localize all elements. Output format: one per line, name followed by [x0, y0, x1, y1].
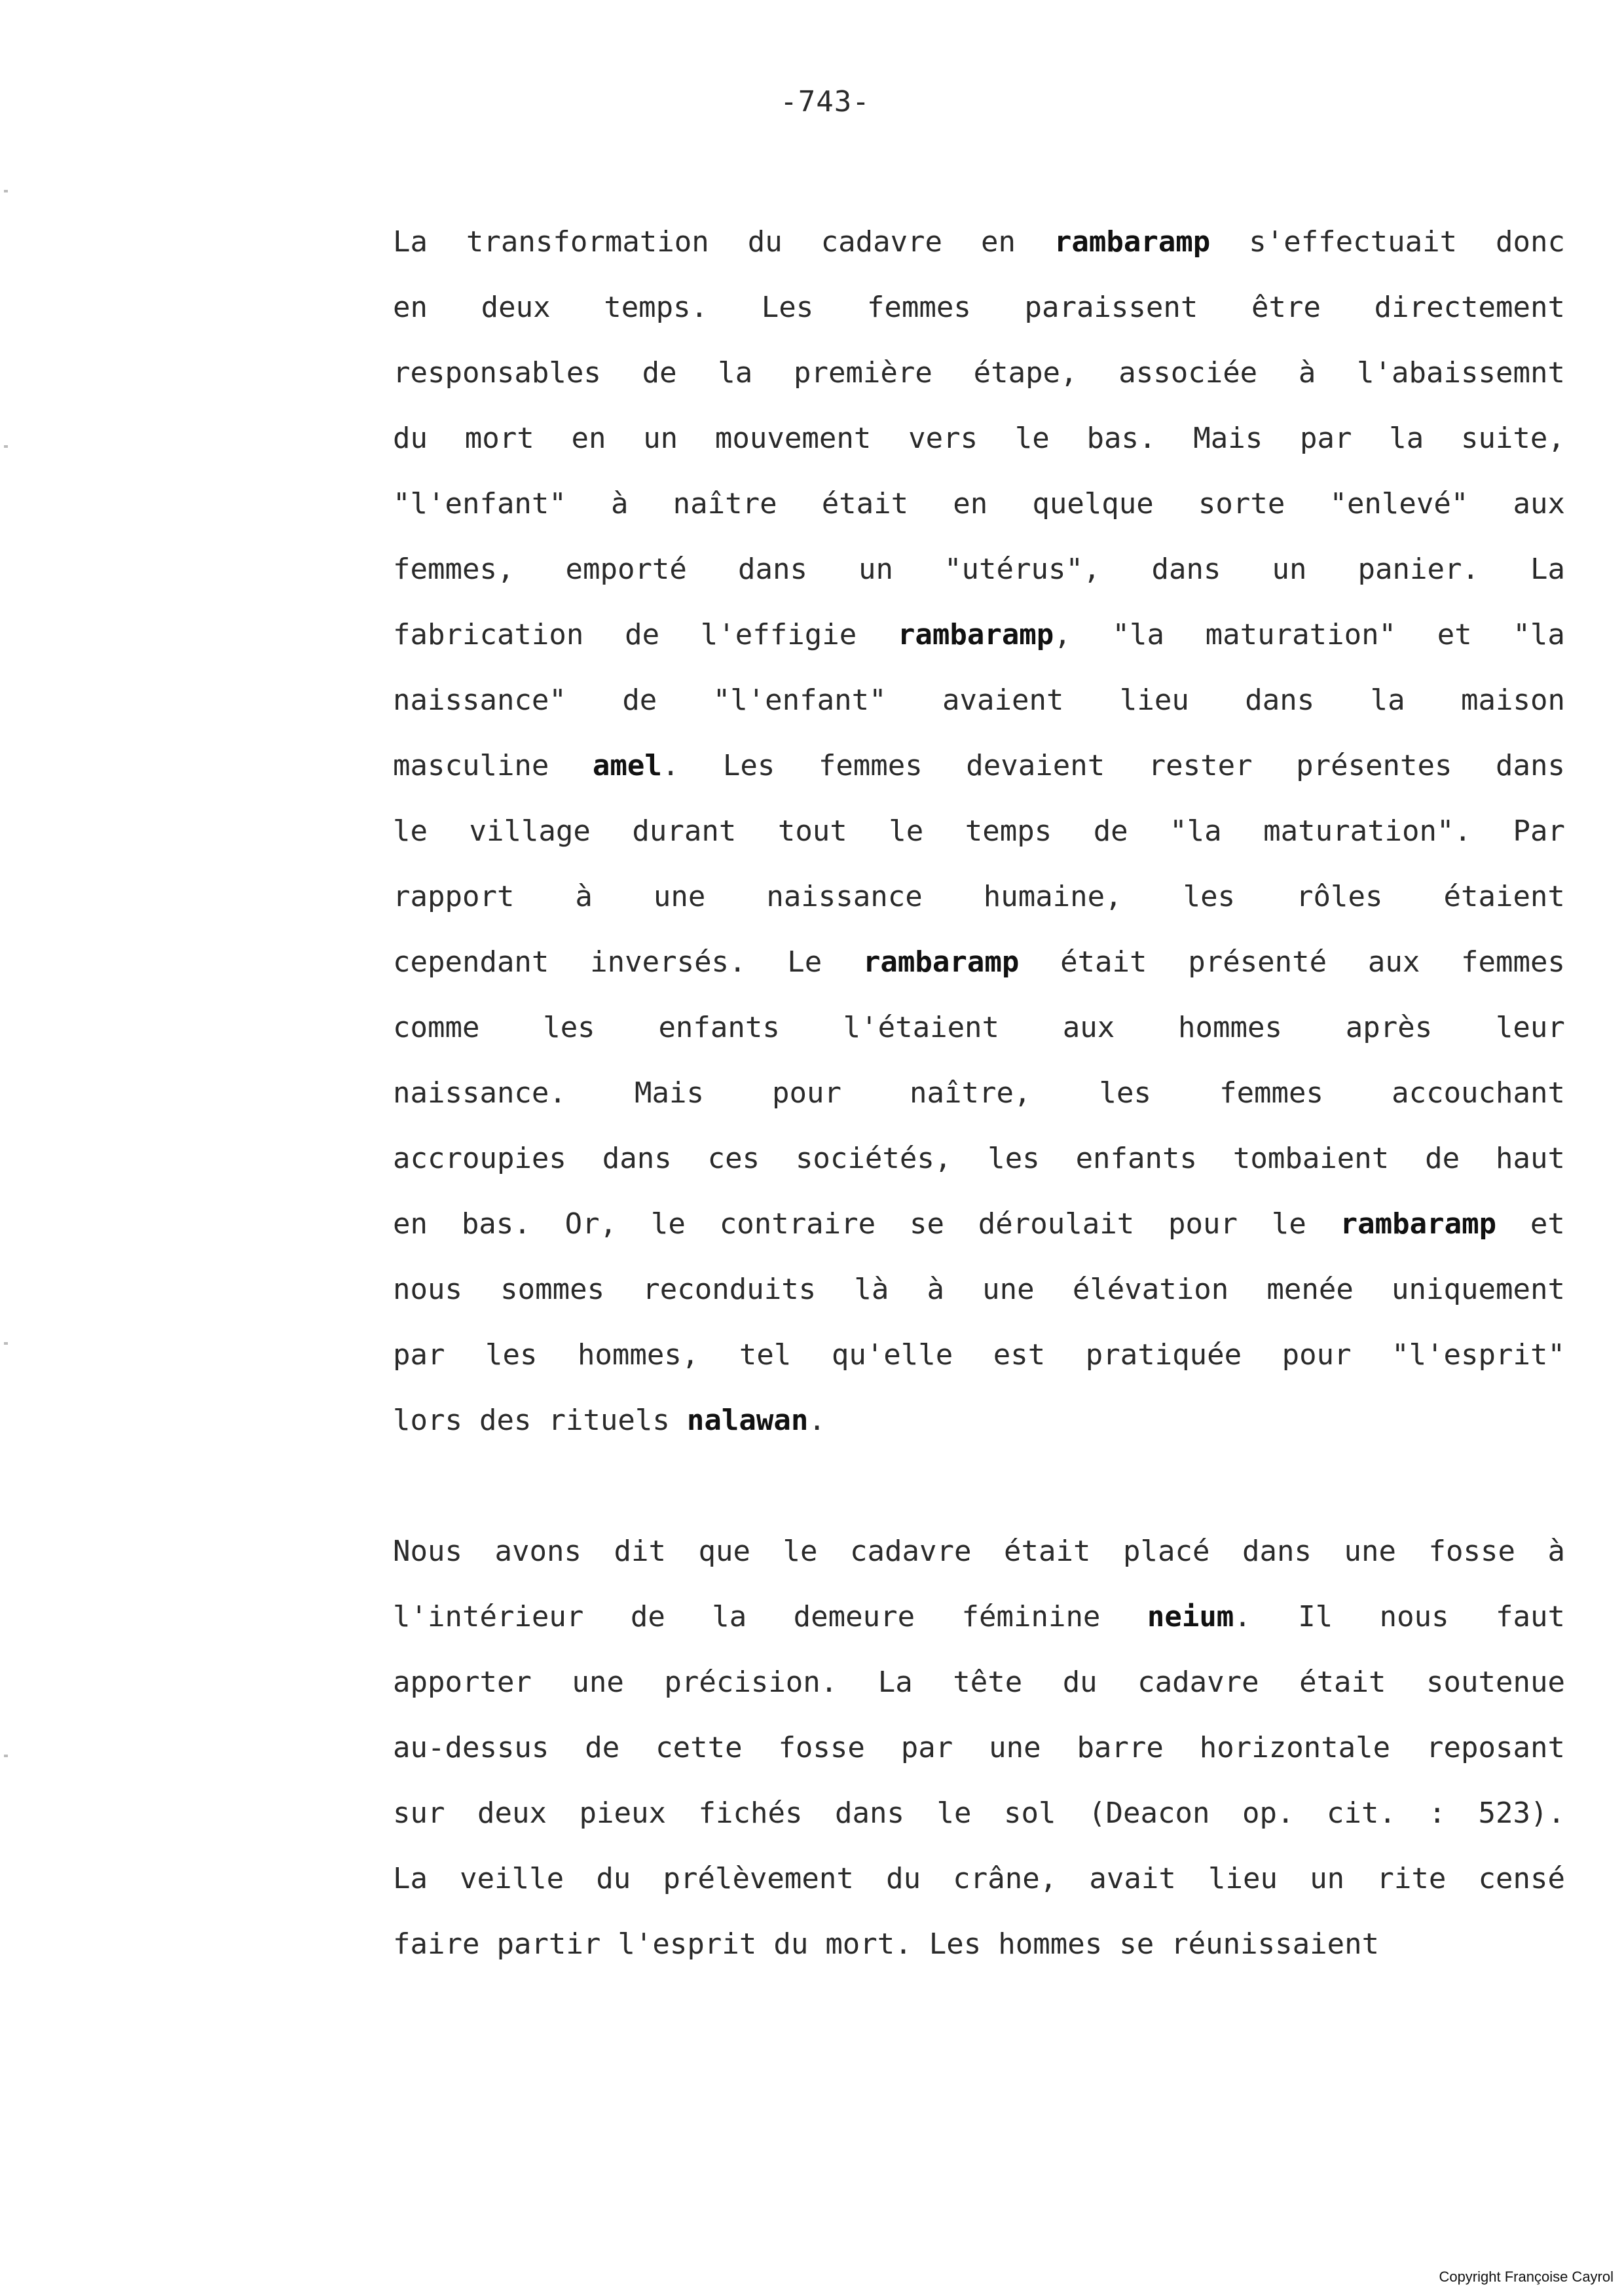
text-line — [393, 210, 1565, 275]
word: avaient — [942, 683, 1064, 717]
word: durant — [632, 814, 737, 848]
word: dans — [1245, 683, 1315, 717]
word: neium. — [1147, 1600, 1251, 1633]
word: dans — [1151, 553, 1221, 586]
word: maison — [1461, 683, 1565, 717]
word: pour — [1168, 1207, 1238, 1241]
word: dit — [614, 1535, 666, 1568]
text-line — [393, 602, 1565, 668]
word: censé — [1478, 1862, 1565, 1895]
word: la — [1389, 422, 1424, 455]
text-line — [393, 1126, 1565, 1192]
word: dans — [737, 553, 807, 586]
word: quelque — [1032, 487, 1154, 520]
word: La — [393, 225, 428, 259]
word: une — [653, 880, 706, 913]
word: à — [1547, 1535, 1565, 1568]
word: est — [993, 1338, 1046, 1372]
word: ces — [707, 1142, 760, 1175]
word: naître, — [910, 1076, 1031, 1110]
word: rambaramp — [1340, 1207, 1497, 1241]
text-line — [393, 1519, 1565, 1584]
word: étaient — [1443, 880, 1565, 913]
word: la — [712, 1600, 747, 1633]
word: reposant — [1426, 1731, 1565, 1764]
word: du — [747, 225, 783, 259]
word: que — [698, 1535, 750, 1568]
word: une — [572, 1666, 624, 1699]
word: La — [877, 1666, 913, 1699]
word: faut — [1496, 1600, 1565, 1633]
word: cadavre — [850, 1535, 972, 1568]
word: pieux — [579, 1796, 666, 1830]
word: se — [909, 1207, 944, 1241]
text-line — [393, 1846, 1565, 1912]
word: Or, — [564, 1207, 618, 1241]
word: pratiquée — [1085, 1338, 1242, 1372]
word: du — [393, 422, 428, 455]
word: étape, — [973, 356, 1078, 390]
word: nous — [393, 1273, 462, 1306]
word: associée — [1118, 356, 1258, 390]
word: accouchant — [1392, 1076, 1565, 1110]
word: une — [989, 1731, 1041, 1764]
word: partir — [496, 1927, 601, 1961]
word: nalawan. — [686, 1404, 826, 1437]
word: du — [1062, 1666, 1098, 1699]
word: cit. — [1327, 1796, 1396, 1830]
word: les — [1183, 880, 1236, 913]
text-line — [393, 733, 1565, 799]
word: 523). — [1478, 1796, 1565, 1830]
word: l'intérieur — [393, 1600, 584, 1633]
word: de — [585, 1731, 620, 1764]
word: le — [393, 814, 428, 848]
word: rambaramp — [862, 945, 1020, 979]
word: mort — [464, 422, 534, 455]
word: un — [643, 422, 678, 455]
word: un — [1272, 553, 1307, 586]
word: rituels — [548, 1404, 670, 1437]
word: qu'elle — [831, 1338, 953, 1372]
text-line — [393, 1061, 1565, 1126]
word: deux — [481, 291, 551, 324]
word: sorte — [1198, 487, 1285, 520]
word: : — [1428, 1796, 1446, 1830]
word: les — [485, 1338, 538, 1372]
text-line — [393, 1781, 1565, 1846]
word: hommes, — [577, 1338, 699, 1372]
word: "la — [1513, 618, 1565, 651]
word: "enlevé" — [1329, 487, 1469, 520]
word: pour — [1282, 1338, 1352, 1372]
word: à — [1298, 356, 1316, 390]
word: hommes — [1178, 1011, 1282, 1044]
word: veille — [460, 1862, 564, 1895]
word: être — [1251, 291, 1321, 324]
word: aux — [1367, 945, 1420, 979]
word: enfants — [1075, 1142, 1197, 1175]
word: par — [900, 1731, 953, 1764]
word: féminine — [961, 1600, 1101, 1633]
word: La — [1530, 553, 1565, 586]
word: contraire — [719, 1207, 876, 1241]
word: lors — [393, 1404, 462, 1437]
word: rambaramp — [1054, 225, 1211, 259]
word: une — [982, 1273, 1035, 1306]
text-line — [393, 799, 1565, 864]
text-line — [393, 1650, 1565, 1715]
word: Les — [722, 749, 775, 782]
word: de — [630, 1600, 665, 1633]
word: le — [936, 1796, 972, 1830]
text-line — [393, 1584, 1565, 1650]
word: au-dessus — [393, 1731, 549, 1764]
word: rite — [1376, 1862, 1447, 1895]
word: femmes — [1219, 1076, 1324, 1110]
word: par — [393, 1338, 445, 1372]
word: le — [650, 1207, 686, 1241]
word: crâne, — [953, 1862, 1058, 1895]
word: rambaramp, — [897, 618, 1071, 651]
word: naissance — [766, 880, 923, 913]
word: tout — [777, 814, 847, 848]
word: après — [1345, 1011, 1433, 1044]
word: dans — [1242, 1535, 1312, 1568]
word: le — [889, 814, 924, 848]
word: présenté — [1188, 945, 1327, 979]
word: les — [543, 1011, 595, 1044]
word: "l'enfant" — [712, 683, 887, 717]
word: maturation". — [1263, 814, 1472, 848]
word: naître — [673, 487, 777, 520]
word: de — [1093, 814, 1128, 848]
word: "l'esprit" — [1392, 1338, 1565, 1372]
word: cadavre — [1137, 1666, 1259, 1699]
word: femmes, — [393, 553, 515, 586]
word: cadavre — [821, 225, 943, 259]
word: femmes — [866, 291, 971, 324]
word: cependant — [393, 945, 549, 979]
word: devaient — [966, 749, 1105, 782]
word: reconduits — [642, 1273, 817, 1306]
word: maturation" — [1205, 618, 1397, 651]
word: lieu — [1208, 1862, 1278, 1895]
text-line — [393, 340, 1565, 406]
word: sol — [1004, 1796, 1056, 1830]
word: dans — [1496, 749, 1565, 782]
paragraph — [393, 1519, 1565, 1977]
word: placé — [1122, 1535, 1210, 1568]
word: à — [927, 1273, 944, 1306]
word: sociétés, — [795, 1142, 952, 1175]
word: La — [393, 1862, 428, 1895]
word: de — [1425, 1142, 1460, 1175]
word: de — [622, 683, 657, 717]
word: op. — [1242, 1796, 1295, 1830]
word: emporté — [565, 553, 687, 586]
word: mort. — [825, 1927, 912, 1961]
word: soutenue — [1426, 1666, 1565, 1699]
text-line — [393, 930, 1565, 995]
word: dans — [834, 1796, 904, 1830]
word: tombaient — [1232, 1142, 1390, 1175]
text-line — [393, 864, 1565, 930]
word: naissance" — [393, 683, 566, 717]
word: était — [1299, 1666, 1386, 1699]
word: fabrication — [393, 618, 584, 651]
word: Les — [761, 291, 814, 324]
word: l'effigie — [700, 618, 857, 651]
text-line — [393, 995, 1565, 1061]
word: précision. — [664, 1666, 838, 1699]
word: paraissent — [1024, 291, 1198, 324]
word: les — [1099, 1076, 1152, 1110]
word: du — [886, 1862, 921, 1895]
word: l'esprit — [618, 1927, 757, 1961]
word: un — [1310, 1862, 1345, 1895]
word: masculine — [393, 749, 549, 782]
word: "l'enfant" — [393, 487, 566, 520]
word: pour — [772, 1076, 841, 1110]
text-line — [393, 406, 1565, 471]
word: l'étaient — [843, 1011, 1000, 1044]
word: rapport — [393, 880, 515, 913]
word: hommes — [998, 1927, 1103, 1961]
word: nous — [1379, 1600, 1449, 1633]
word: barre — [1077, 1731, 1164, 1764]
word: inversés. — [590, 945, 747, 979]
word: Le — [787, 945, 822, 979]
word: mouvement — [714, 422, 872, 455]
paragraph — [393, 210, 1565, 1453]
page-number: -743- — [780, 85, 870, 118]
word: du — [773, 1927, 809, 1961]
word: uniquement — [1392, 1273, 1565, 1306]
word: tel — [739, 1338, 792, 1372]
word: menée — [1266, 1273, 1354, 1306]
word: à — [575, 880, 593, 913]
word: humaine, — [983, 880, 1122, 913]
word: leur — [1495, 1011, 1565, 1044]
copyright-notice: Copyright Françoise Cayrol — [1439, 2269, 1614, 2285]
scan-mark — [4, 190, 8, 192]
text-line — [393, 668, 1565, 733]
word: des — [479, 1404, 532, 1437]
word: sur — [393, 1796, 445, 1830]
word: Par — [1513, 814, 1565, 848]
text-line — [393, 1912, 1565, 1977]
word: apporter — [393, 1666, 532, 1699]
word: horizontale — [1199, 1731, 1391, 1764]
word: Mais — [634, 1076, 704, 1110]
word: femmes — [818, 749, 923, 782]
word: par — [1299, 422, 1352, 455]
word: sommes — [500, 1273, 605, 1306]
word: amel. — [592, 749, 680, 782]
text-line — [393, 537, 1565, 602]
word: avons — [494, 1535, 581, 1568]
text-line — [393, 1388, 1565, 1453]
text-line — [393, 275, 1565, 340]
word: panier. — [1357, 553, 1479, 586]
word: fichés — [698, 1796, 803, 1830]
word: naissance. — [393, 1076, 566, 1110]
word: un — [858, 553, 893, 586]
word: élévation — [1072, 1273, 1229, 1306]
text-line — [393, 1715, 1565, 1781]
word: de — [642, 356, 677, 390]
word: "la — [1170, 814, 1222, 848]
word: en — [393, 291, 428, 324]
word: était — [821, 487, 909, 520]
word: en — [393, 1207, 428, 1241]
word: fosse — [778, 1731, 865, 1764]
word: là — [854, 1273, 889, 1306]
word: Les — [929, 1927, 982, 1961]
word: lieu — [1119, 683, 1189, 717]
word: Nous — [393, 1535, 462, 1568]
word: avait — [1089, 1862, 1176, 1895]
word: s'effectuait — [1249, 225, 1458, 259]
word: l'abaissemnt — [1357, 356, 1565, 390]
word: en — [980, 225, 1016, 259]
word: réunissaient — [1171, 1927, 1380, 1961]
word: aux — [1513, 487, 1565, 520]
word: directement — [1374, 291, 1565, 324]
word: aux — [1062, 1011, 1115, 1044]
word: à — [611, 487, 629, 520]
word: prélèvement — [663, 1862, 854, 1895]
word: "la — [1112, 618, 1164, 651]
word: cette — [655, 1731, 743, 1764]
word: responsables — [393, 356, 601, 390]
word: village — [469, 814, 591, 848]
word: temps — [965, 814, 1052, 848]
scan-mark — [4, 1342, 8, 1345]
word: donc — [1496, 225, 1565, 259]
word: rester — [1148, 749, 1253, 782]
word: la — [1370, 683, 1405, 717]
word: Il — [1298, 1600, 1333, 1633]
word: dans — [602, 1142, 672, 1175]
word: "utérus", — [944, 553, 1101, 586]
word: se — [1119, 1927, 1154, 1961]
word: demeure — [793, 1600, 915, 1633]
text-line — [393, 1257, 1565, 1322]
word: accroupies — [393, 1142, 566, 1175]
word: deux — [477, 1796, 547, 1830]
word: vers — [908, 422, 978, 455]
word: première — [793, 356, 932, 390]
word: faire — [393, 1927, 480, 1961]
word: haut — [1495, 1142, 1565, 1175]
word: bas. — [1086, 422, 1156, 455]
word: était — [1060, 945, 1147, 979]
word: et — [1437, 618, 1472, 651]
text-line — [393, 471, 1565, 537]
word: et — [1530, 1207, 1565, 1241]
word: temps. — [604, 291, 709, 324]
scan-mark — [4, 445, 8, 448]
word: le — [1271, 1207, 1306, 1241]
word: rôles — [1296, 880, 1383, 913]
word: présentes — [1296, 749, 1452, 782]
word: le — [783, 1535, 818, 1568]
word: du — [596, 1862, 631, 1895]
text-line — [393, 1322, 1565, 1388]
word: le — [1014, 422, 1050, 455]
word: Mais — [1193, 422, 1263, 455]
word: tête — [953, 1666, 1023, 1699]
scan-mark — [4, 1755, 8, 1757]
word: était — [1004, 1535, 1091, 1568]
word: bas. — [461, 1207, 531, 1241]
word: en — [571, 422, 606, 455]
word: suite, — [1460, 422, 1565, 455]
word: transformation — [466, 225, 709, 259]
word: la — [718, 356, 753, 390]
word: les — [987, 1142, 1040, 1175]
word: enfants — [658, 1011, 780, 1044]
word: une — [1344, 1535, 1396, 1568]
word: en — [953, 487, 988, 520]
word: fosse — [1428, 1535, 1515, 1568]
text-line — [393, 1192, 1565, 1257]
word: comme — [393, 1011, 480, 1044]
word: (Deacon — [1088, 1796, 1210, 1830]
word: femmes — [1461, 945, 1565, 979]
word: déroulait — [978, 1207, 1135, 1241]
word: de — [625, 618, 660, 651]
